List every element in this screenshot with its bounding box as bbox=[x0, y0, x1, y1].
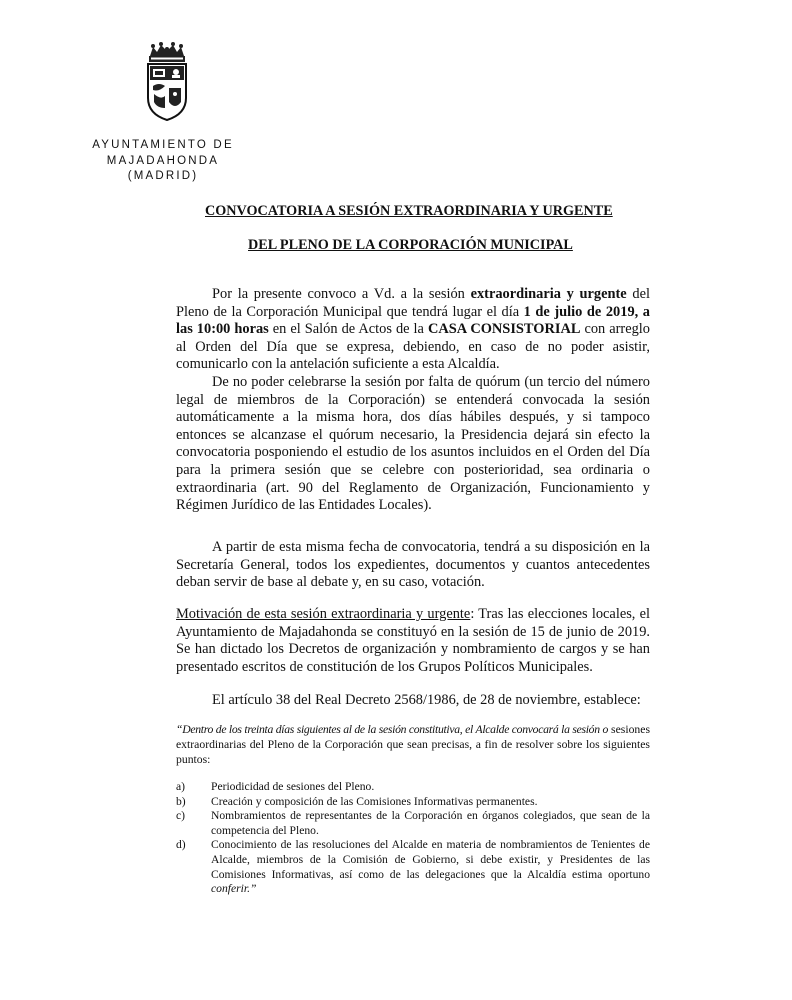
list-item-key: b) bbox=[176, 794, 186, 808]
motivation-text: : Tras las elecciones locales, el Ayuntamiento de Majadahonda se constituyó en la sesión de 15 de junio de 2019. Se han dictado los Decretos de organización y nombramiento de cargos y se han presentado escritos de constitución de los Grupos Políticos Municipales. bbox=[176, 606, 650, 675]
list-item bbox=[176, 838, 650, 896]
paragraph-motivation bbox=[176, 606, 650, 676]
quote-rest: sesiones extraordinarias del Pleno de la Corporación que sean precisas, a fin de resolver sobre los siguientes puntos: bbox=[176, 723, 650, 766]
list-item bbox=[176, 809, 650, 838]
list-item-text: Periodicidad de sesiones del Pleno. bbox=[211, 780, 375, 793]
motivation-label: Motivación de esta sesión extraordinaria y urgente bbox=[176, 606, 471, 622]
organization-name bbox=[60, 138, 266, 185]
paragraph-article: El artículo 38 del Real Decreto 2568/1986, de 28 de noviembre, establece: bbox=[212, 692, 641, 708]
list-item-text: Nombramientos de representantes de la Corporación en órganos colegiados, que sean de la competencia del Pleno. bbox=[211, 809, 650, 837]
p1-session-type: extraordinaria y urgente bbox=[470, 286, 627, 302]
p1-text-a: Por la presente convoco a Vd. a la sesión bbox=[212, 286, 471, 302]
p1-date-time: 1 de julio de 2019, a las 10:00 horas bbox=[176, 303, 650, 338]
list-item-text: Creación y composición de las Comisiones Informativas permanentes. bbox=[211, 794, 538, 808]
list-item-key: d) bbox=[176, 838, 186, 852]
p1-text-e: en el Salón de Actos de la bbox=[268, 321, 428, 338]
org-line-2: MAJADAHONDA bbox=[106, 154, 220, 167]
points-list bbox=[176, 780, 650, 897]
list-item-key: c) bbox=[176, 809, 186, 823]
p1-text-c: del Pleno de la Corporación Municipal que tendrá lugar el día bbox=[176, 286, 650, 320]
document-title-line-2: DEL PLENO DE LA CORPORACIÓN MUNICIPAL bbox=[248, 237, 573, 253]
list-item-text-tail: conferir.” bbox=[211, 882, 257, 896]
coat-of-arms-icon bbox=[141, 42, 193, 122]
list-item-text bbox=[211, 838, 650, 896]
list-item-key: a) bbox=[176, 780, 186, 793]
paragraph-convocation bbox=[176, 286, 650, 374]
list-item-text-main: Conocimiento de las resoluciones del Alcalde en materia de nombramientos de Tenientes de Alcalde, miembros de la Comisión de Gobierno, si debe existir, y Presidentes de las Comisiones Informativas, así como de las delegaciones que la Alcaldía estima oportuno bbox=[211, 838, 650, 881]
list-item bbox=[176, 780, 650, 795]
paragraph-quorum: De no poder celebrarse la sesión por falta de quórum (un tercio del número legal de miembros de la Corporación) se entenderá convocada la sesión automáticamente a la misma hora, dos días hábiles después, y si tampoco entonces se alcanzase el quórum necesario, la Presidencia dejará sin efecto la convocatoria posponiendo el estudio de los asuntos incluidos en el Orden del Día para la primera sesión que se celebre con posterioridad, sea ordinaria o extraordinaria (art. 90 del Reglamento de Organización, Funcionamiento y Régimen Jurídico de las Entidades Locales). bbox=[176, 374, 650, 514]
list-item bbox=[176, 795, 650, 810]
org-line-3: (MADRID) bbox=[127, 170, 199, 182]
org-line-1: AYUNTAMIENTO DE bbox=[92, 139, 234, 151]
quote-italic: “Dentro de los treinta días siguientes al de la sesión constitutiva, el Alcalde convocará la sesión o bbox=[176, 723, 609, 736]
p1-text-g: con arreglo al Orden del Día que se expresa, debiendo, en caso de no poder asistir, comunicarlo con la antelación suficiente a esta Alcaldía. bbox=[176, 321, 650, 373]
document-title-line-1: CONVOCATORIA A SESIÓN EXTRAORDINARIA Y URGENTE bbox=[205, 203, 613, 219]
paragraph-documents: A partir de esta misma fecha de convocatoria, tendrá a su disposición en la Secretaría General, todos los expedientes, documentos y cuantos antecedentes deban servir de base al debate y, en su caso, votación. bbox=[176, 539, 650, 591]
legal-quote bbox=[176, 722, 650, 767]
p1-venue: CASA CONSISTORIAL bbox=[427, 321, 581, 338]
